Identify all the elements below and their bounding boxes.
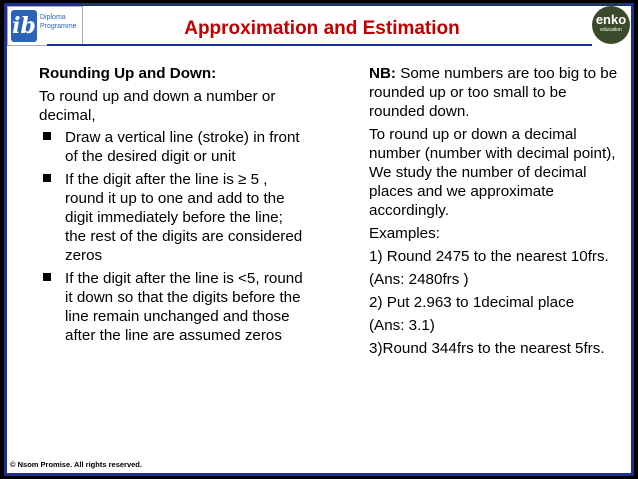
bullet-item xyxy=(39,170,304,265)
title-underline xyxy=(47,44,592,46)
nb-text: Some numbers are too big to be rounded up or too small to be rounded down. xyxy=(369,65,618,120)
slide-frame xyxy=(4,3,634,476)
page-title: Approximation and Estimation xyxy=(184,18,460,39)
bullet-item xyxy=(39,269,304,345)
ib-logo-text xyxy=(40,13,82,31)
example-2: 2) Put 2.963 to 1decimal place xyxy=(369,294,575,311)
ib-logo-line2: Programme xyxy=(40,23,77,30)
example-1: 1) Round 2475 to the nearest 10frs. xyxy=(369,248,609,265)
examples-label: Examples: xyxy=(369,225,440,242)
bullet-list xyxy=(39,128,304,345)
left-column xyxy=(39,64,304,349)
square-bullet-icon xyxy=(43,174,51,182)
nb-label: NB: xyxy=(369,65,396,82)
example-3: 3)Round 344frs to the nearest 5frs. xyxy=(369,340,605,357)
enko-logo-sub: education xyxy=(600,27,622,33)
ib-mark-icon: ib xyxy=(11,10,37,42)
copyright-footer: © Nsom Promise. All rights reserved. xyxy=(10,460,142,469)
bullet-text: If the digit after the line is ≥ 5 , round it up to one and add to the digit immediately before the line; the rest of the digits are considered zeros xyxy=(65,171,303,264)
bullet-text: If the digit after the line is <5, round it down so that the digits before the line remain unchanged and those after the line are assumed zeros xyxy=(65,270,303,344)
answer-2: (Ans: 3.1) xyxy=(369,317,435,334)
bullet-item xyxy=(39,128,304,166)
ib-logo xyxy=(7,6,83,46)
bullet-text: Draw a vertical line (stroke) in front of the desired digit or unit xyxy=(65,129,300,165)
ib-logo-line1: Diploma xyxy=(40,14,66,21)
right-column xyxy=(369,64,621,362)
square-bullet-icon xyxy=(43,273,51,281)
left-heading: Rounding Up and Down: xyxy=(39,65,217,82)
answer-1: (Ans: 2480frs ) xyxy=(369,271,469,288)
decimal-paragraph: To round up or down a decimal number (number with decimal point), We study the number of decimal places and we approximate accordingly. xyxy=(369,126,616,219)
square-bullet-icon xyxy=(43,132,51,140)
enko-logo-name: enko xyxy=(595,12,627,27)
left-intro: To round up and down a number or decimal, xyxy=(39,88,276,124)
nb-note xyxy=(369,64,621,121)
enko-logo xyxy=(592,6,630,44)
